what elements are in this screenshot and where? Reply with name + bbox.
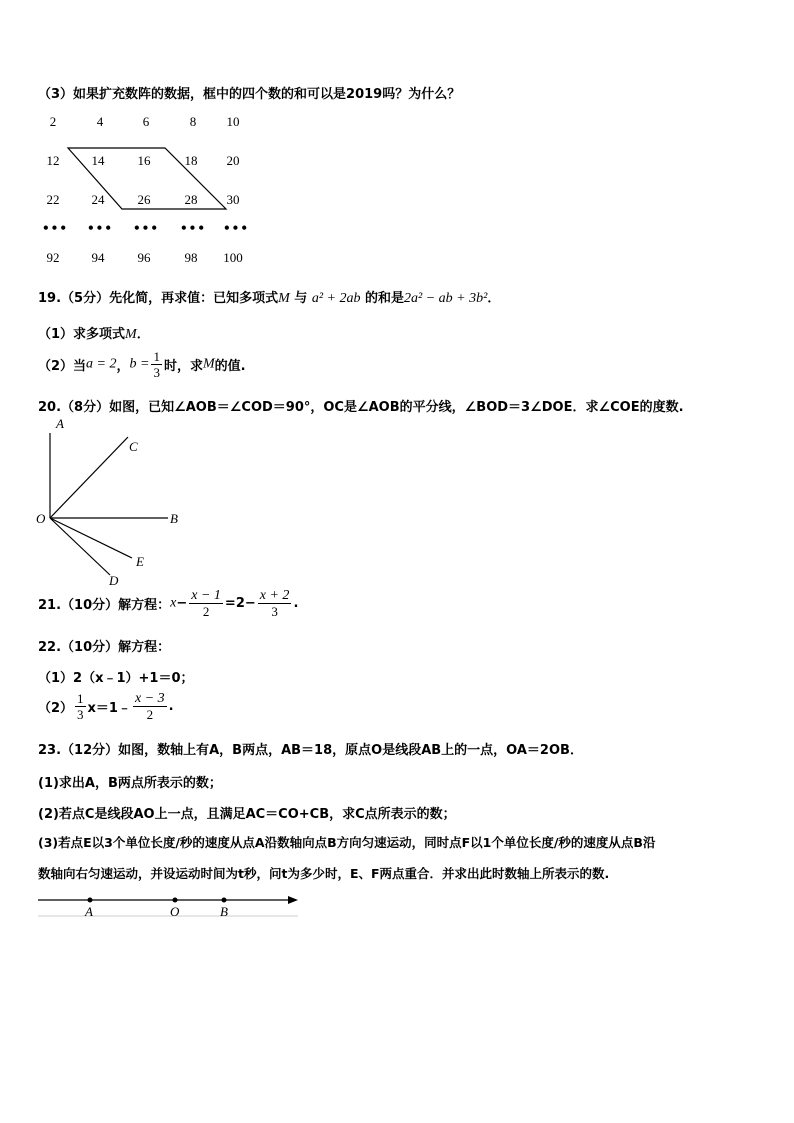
angle-figure: [30, 415, 200, 590]
array-cell: 18: [184, 153, 198, 168]
q23-statement: 23.（12分）如图，数轴上有A，B两点，AB＝18，原点O是线段AB上的一点，OA＝2OB．: [38, 743, 583, 758]
var-m: M: [125, 327, 137, 342]
q19-p2-c: 的值.: [214, 359, 246, 374]
array-cell: 28: [184, 192, 198, 207]
var-m: M: [278, 291, 290, 306]
array-ellipsis: •••: [133, 221, 160, 235]
denominator: 3: [77, 707, 84, 722]
q19-p1-end: ．: [136, 327, 150, 342]
denominator: 2: [202, 604, 210, 619]
point-o-label: O: [170, 904, 180, 919]
q21-head: 21.（10分）解方程：: [38, 598, 171, 613]
q19-part2: [38, 349, 246, 380]
array-cell: 8: [189, 114, 197, 129]
a-eq: a = 2: [86, 356, 117, 372]
array-ellipsis: •••: [223, 221, 250, 235]
numerator: x − 1: [191, 588, 221, 603]
array-cell: 14: [91, 153, 105, 168]
q23-part3-line2: 数轴向右匀速运动，并设运动时间为t秒，问t为多少时，E、F两点重合．并求出此时数轴上所表示的数.: [38, 866, 610, 881]
q19-p2-a: （2）当: [38, 359, 87, 374]
q19-part1: [38, 323, 150, 343]
array-cell: 24: [91, 192, 105, 207]
q22-p2-b: x＝1﹣: [87, 701, 131, 716]
array-cell: 6: [142, 114, 150, 129]
q23-part1: (1)求出A，B两点所表示的数；: [38, 776, 222, 791]
b-eq: b =: [129, 356, 150, 372]
array-cell: 12: [46, 153, 60, 168]
equals: =2−: [224, 596, 256, 611]
q19-and: 与: [294, 291, 308, 306]
expr-1: a² + 2ab: [311, 291, 361, 306]
label-b: B: [170, 511, 178, 526]
q22-part2: [38, 691, 174, 722]
q21-statement: [38, 588, 298, 619]
end: .: [168, 699, 174, 714]
comma: ，: [116, 359, 130, 374]
q18-part3: （3）如果扩充数阵的数据，框中的四个数的和可以是2019吗？为什么？: [38, 87, 461, 102]
denominator: 3: [153, 365, 160, 380]
array-cell: 16: [137, 153, 151, 168]
label-d: D: [109, 573, 119, 588]
q22-statement: 22.（10分）解方程：: [38, 640, 171, 655]
q22-part1: （1）2（x﹣1）+1＝0；: [38, 671, 194, 686]
array-cell: 20: [226, 153, 240, 168]
array-cell: 22: [46, 192, 60, 207]
expr-2: 2a² − ab + 3b²: [404, 291, 488, 306]
array-cell: 2: [49, 114, 57, 129]
q19-p2-b: 时，求: [163, 359, 203, 374]
q23-part3-line1: (3)若点E以3个单位长度/秒的速度从点A沿数轴向点B方向匀速运动，同时点F以1个单位长度/秒的速度从点B沿: [38, 835, 656, 850]
var-x: x: [170, 595, 177, 611]
fraction-1: [189, 588, 223, 619]
q20-statement: 20.（8分）如图，已知∠AOB＝∠COD＝90°，OC是∠AOB的平分线，∠BOD＝3∠DOE．求∠COE的度数.: [38, 400, 684, 415]
array-ellipsis: •••: [87, 221, 114, 235]
array-cell: 30: [226, 192, 240, 207]
array-cell: 94: [91, 250, 105, 265]
denominator: 3: [271, 604, 278, 619]
label-o: O: [36, 511, 46, 526]
array-cell: 100: [223, 250, 243, 265]
var-m: M: [202, 356, 215, 372]
fraction-one-third: [151, 349, 162, 380]
array-cell: 4: [96, 114, 104, 129]
array-cell: 96: [137, 250, 151, 265]
numerator: 1: [77, 691, 84, 706]
q19-end: ．: [487, 291, 501, 306]
array-cell: 92: [46, 250, 60, 265]
point-a-label: A: [85, 904, 93, 919]
parallelogram-frame: [0, 0, 300, 230]
denominator: 2: [146, 707, 154, 722]
array-ellipsis: •••: [180, 221, 207, 235]
label-a: A: [56, 416, 64, 431]
q23-part2: (2)若点C是线段AO上一点，且满足AC＝CO+CB，求C点所表示的数；: [38, 807, 456, 822]
q19-p1: （1）求多项式: [38, 327, 126, 342]
label-c: C: [129, 439, 138, 454]
numerator: x − 3: [134, 691, 165, 706]
number-line: [36, 890, 306, 922]
q19-mid: 的和是: [365, 291, 405, 306]
fraction-2: [258, 588, 292, 619]
array-cell: 10: [226, 114, 240, 129]
array-cell: 26: [137, 192, 151, 207]
q19-statement: [38, 287, 500, 307]
end: .: [293, 596, 299, 611]
numerator: x + 2: [259, 588, 290, 603]
minus: −: [176, 596, 188, 611]
fraction-one-third: [75, 691, 86, 722]
numerator: 1: [153, 349, 160, 364]
label-e: E: [136, 554, 144, 569]
point-b-label: B: [220, 904, 228, 919]
array-cell: 98: [184, 250, 198, 265]
q19-head: 19.（5分）先化简，再求值：已知多项式: [38, 291, 279, 306]
q22-p2-a: （2）: [38, 701, 74, 716]
array-ellipsis: •••: [42, 221, 69, 235]
fraction-2: [133, 691, 167, 722]
